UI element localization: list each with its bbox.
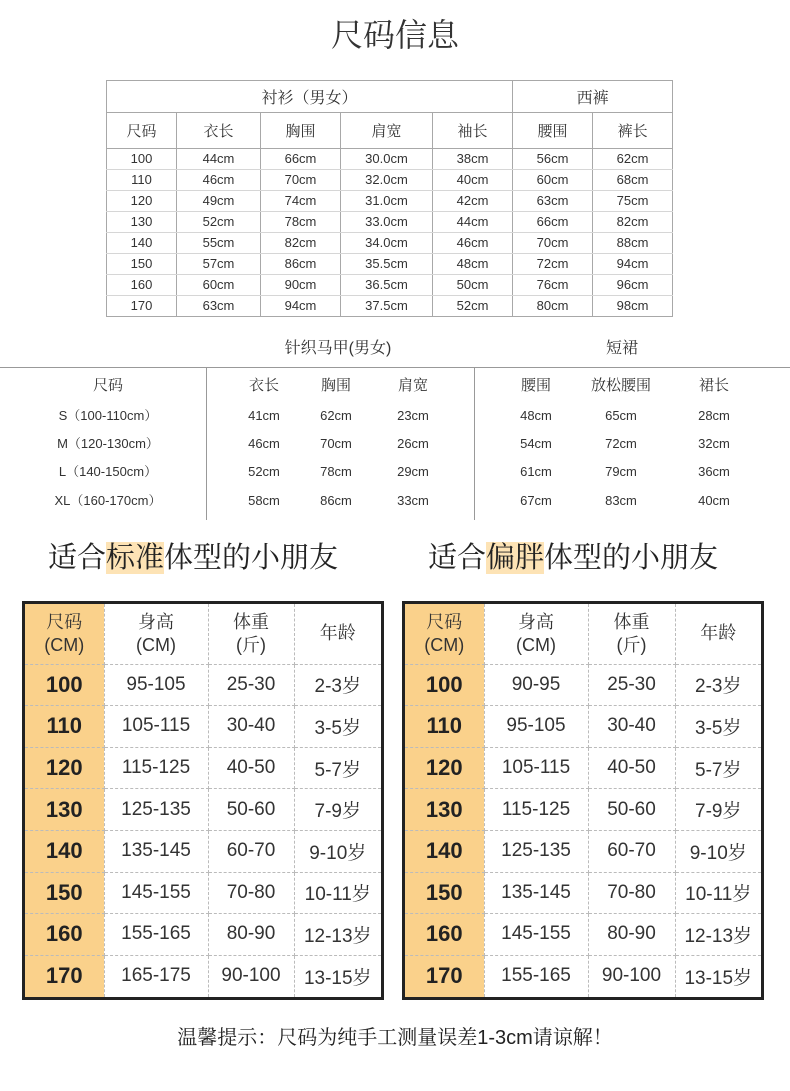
table-cell: 57cm: [177, 254, 261, 275]
table-cell: 72cm: [513, 254, 593, 275]
table-cell: 23cm: [397, 408, 429, 423]
height-cell: 125-135: [484, 830, 588, 872]
group-header-row: [107, 81, 673, 113]
column-header: 衣长: [248, 377, 279, 394]
table-cell: 94cm: [261, 296, 341, 317]
size-cell: 130: [25, 789, 104, 831]
weight-cell: 25-30: [588, 664, 675, 706]
column-header-size: [25, 604, 104, 664]
table-row: [107, 149, 673, 170]
age-cell: 10-11岁: [294, 872, 381, 914]
size-cell: 140: [107, 233, 177, 254]
age-cell: 12-13岁: [294, 914, 381, 956]
weight-cell: 90-100: [208, 955, 294, 997]
header-line: 体重: [613, 611, 650, 632]
age-cell: 10-11岁: [675, 872, 761, 914]
table-row: [0, 489, 790, 513]
table-cell: 46cm: [177, 170, 261, 191]
column-header: 裙长: [698, 377, 729, 394]
age-cell: 9-10岁: [675, 830, 761, 872]
table-cell: 52cm: [248, 464, 280, 479]
table-cell: 78cm: [320, 464, 352, 479]
weight-cell: 80-90: [208, 914, 294, 956]
height-cell: 145-155: [484, 914, 588, 956]
table-cell: 30.0cm: [341, 149, 433, 170]
header-line: (CM): [424, 634, 465, 655]
weight-cell: 70-80: [588, 872, 675, 914]
table-cell: 86cm: [320, 493, 352, 508]
header-line: 年龄: [319, 623, 356, 644]
table-row: [25, 914, 381, 956]
size-cell: L（140-150cm）: [58, 464, 158, 479]
table-cell: 46cm: [248, 436, 280, 451]
table-cell: 52cm: [177, 212, 261, 233]
table-cell: 34.0cm: [341, 233, 433, 254]
group-header-pants: 西裤: [513, 81, 673, 113]
table-cell: 65cm: [605, 408, 637, 423]
column-header: 尺码: [107, 113, 177, 149]
table-cell: 32cm: [698, 436, 730, 451]
header-line: (CM): [516, 634, 556, 655]
table-cell: 70cm: [320, 436, 352, 451]
table-cell: 32.0cm: [341, 170, 433, 191]
table-cell: 96cm: [593, 275, 673, 296]
table-row: [405, 955, 761, 997]
weight-cell: 40-50: [208, 747, 294, 789]
table-row: [0, 432, 790, 456]
height-cell: 135-145: [484, 872, 588, 914]
height-cell: 135-145: [104, 830, 208, 872]
table-cell: 44cm: [433, 212, 513, 233]
weight-cell: 50-60: [208, 789, 294, 831]
size-cell: 110: [25, 706, 104, 748]
column-header: 肩宽: [341, 113, 433, 149]
weight-cell: 60-70: [588, 830, 675, 872]
size-cell: S（100-110cm）: [58, 408, 158, 423]
height-cell: 125-135: [104, 789, 208, 831]
table-cell: 33.0cm: [341, 212, 433, 233]
table-cell: 76cm: [513, 275, 593, 296]
table-row: [25, 664, 381, 706]
heading-text: 体型的小朋友: [164, 542, 339, 574]
size-cell: 160: [405, 914, 484, 956]
table-cell: 36cm: [698, 464, 730, 479]
table-cell: 58cm: [248, 493, 280, 508]
size-cell: 110: [405, 706, 484, 748]
table-row: [405, 789, 761, 831]
table-cell: 55cm: [177, 233, 261, 254]
table-row: [25, 706, 381, 748]
column-header-height: [484, 604, 588, 664]
table-cell: 82cm: [261, 233, 341, 254]
table-cell: 61cm: [520, 464, 552, 479]
table-cell: 66cm: [513, 212, 593, 233]
table-cell: 33cm: [397, 493, 429, 508]
table-row: [0, 404, 790, 428]
table-cell: 82cm: [593, 212, 673, 233]
vest-section-title: 针织马甲(男女): [284, 340, 392, 357]
header-line: 尺码: [426, 611, 463, 632]
height-cell: 155-165: [104, 914, 208, 956]
table-cell: 41cm: [248, 408, 280, 423]
table-cell: 50cm: [433, 275, 513, 296]
column-header: 腰围: [513, 113, 593, 149]
measurement-note: 温馨提示：尺码为纯手工测量误差1-3cm请谅解！: [177, 1027, 613, 1049]
size-cell: 120: [107, 191, 177, 212]
shirt-pants-size-table: [106, 80, 673, 317]
header-line: (斤): [616, 634, 647, 655]
table-cell: 28cm: [698, 408, 730, 423]
height-cell: 90-95: [484, 664, 588, 706]
table-cell: 78cm: [261, 212, 341, 233]
table-cell: 60cm: [177, 275, 261, 296]
table-cell: 56cm: [513, 149, 593, 170]
table-cell: 67cm: [520, 493, 552, 508]
table-row: [107, 170, 673, 191]
heading-text: 适合: [428, 542, 487, 574]
weight-cell: 30-40: [588, 706, 675, 748]
header-line: (CM): [44, 634, 85, 655]
table-cell: 66cm: [261, 149, 341, 170]
header-line: 身高: [138, 611, 174, 632]
table-row: [107, 296, 673, 317]
heading-text: 适合: [48, 542, 107, 574]
table-cell: 31.0cm: [341, 191, 433, 212]
height-cell: 105-115: [484, 747, 588, 789]
column-header-row: [107, 113, 673, 149]
size-cell: XL（160-170cm）: [54, 493, 162, 508]
table-row: [25, 747, 381, 789]
height-cell: 145-155: [104, 872, 208, 914]
height-cell: 165-175: [104, 955, 208, 997]
size-cell: 150: [107, 254, 177, 275]
standard-fit-heading: [48, 537, 338, 579]
table-cell: 42cm: [433, 191, 513, 212]
size-cell: 140: [25, 830, 104, 872]
table-row: [405, 830, 761, 872]
age-cell: 13-15岁: [684, 967, 753, 989]
table-cell: 54cm: [520, 436, 552, 451]
table-row: [405, 872, 761, 914]
size-cell: 100: [25, 664, 104, 706]
table-cell: 37.5cm: [341, 296, 433, 317]
table-cell: 88cm: [593, 233, 673, 254]
table-cell: 26cm: [397, 436, 429, 451]
age-cell: 7-9岁: [675, 789, 761, 831]
page-title: 尺码信息: [330, 17, 459, 53]
table-row: [405, 706, 761, 748]
column-header-size: [405, 604, 484, 664]
weight-cell: 70-80: [208, 872, 294, 914]
size-cell: 140: [405, 830, 484, 872]
age-cell: 9-10岁: [294, 830, 381, 872]
size-cell: 170: [107, 296, 177, 317]
header-line: 体重: [233, 611, 269, 632]
table-cell: 98cm: [593, 296, 673, 317]
table-row: [107, 191, 673, 212]
size-cell: 130: [107, 212, 177, 233]
table-cell: 68cm: [593, 170, 673, 191]
size-cell: 110: [107, 170, 177, 191]
standard-fit-size-table: [22, 601, 384, 1000]
table-row: [107, 254, 673, 275]
column-header-row: [25, 604, 381, 664]
age-cell: 5-7岁: [675, 747, 761, 789]
size-cell: 160: [107, 275, 177, 296]
column-header: 衣长: [177, 113, 261, 149]
size-cell: 150: [405, 872, 484, 914]
size-cell: 150: [25, 872, 104, 914]
header-line: (斤): [236, 634, 266, 655]
heading-text: 体型的小朋友: [544, 542, 719, 574]
table-cell: 52cm: [433, 296, 513, 317]
table-cell: 29cm: [397, 464, 429, 479]
table-cell: 35.5cm: [341, 254, 433, 275]
table-cell: 86cm: [261, 254, 341, 275]
size-cell: 100: [107, 149, 177, 170]
height-cell: 105-115: [104, 706, 208, 748]
heading-highlight: 标准: [106, 542, 165, 574]
skirt-section-title: 短裙: [605, 340, 638, 357]
table-cell: 75cm: [593, 191, 673, 212]
age-cell: 2-3岁: [675, 664, 761, 706]
column-header-age: [675, 604, 761, 664]
group-header-shirt: 衬衫（男女）: [107, 81, 513, 113]
table-cell: 38cm: [433, 149, 513, 170]
table-cell: 60cm: [513, 170, 593, 191]
size-cell: 130: [405, 789, 484, 831]
table-cell: 94cm: [593, 254, 673, 275]
table-cell: 48cm: [520, 408, 552, 423]
column-header: 放松腰围: [590, 377, 651, 394]
column-header-age: [294, 604, 381, 664]
table-row: [107, 212, 673, 233]
table-cell: 48cm: [433, 254, 513, 275]
size-cell: 120: [405, 747, 484, 789]
header-line: (CM): [136, 634, 176, 655]
table-cell: 74cm: [261, 191, 341, 212]
height-cell: 115-125: [104, 747, 208, 789]
divider-line: [0, 367, 790, 368]
heading-highlight: 偏胖: [486, 542, 545, 574]
table-cell: 40cm: [698, 493, 730, 508]
table-cell: 70cm: [513, 233, 593, 254]
column-header: 胸围: [261, 113, 341, 149]
header-line: 年龄: [700, 623, 737, 644]
weight-cell: 90-100: [588, 955, 675, 997]
column-header: 尺码: [92, 377, 123, 394]
age-cell: 2-3岁: [294, 664, 381, 706]
weight-cell: 30-40: [208, 706, 294, 748]
table-row: [25, 872, 381, 914]
age-cell: 3-5岁: [675, 706, 761, 748]
size-cell: 100: [405, 664, 484, 706]
weight-cell: 50-60: [588, 789, 675, 831]
table-row: [107, 233, 673, 254]
column-header: 胸围: [320, 377, 351, 394]
height-cell: 155-165: [484, 955, 588, 997]
table-cell: 40cm: [433, 170, 513, 191]
vest-skirt-header-row: [0, 374, 790, 398]
weight-cell: 80-90: [588, 914, 675, 956]
column-header: 裤长: [593, 113, 673, 149]
table-cell: 83cm: [605, 493, 637, 508]
table-cell: 90cm: [261, 275, 341, 296]
header-line: 尺码: [46, 611, 83, 632]
table-cell: 44cm: [177, 149, 261, 170]
table-row: [25, 955, 381, 997]
size-cell: 120: [25, 747, 104, 789]
column-header-row: [405, 604, 761, 664]
table-cell: 62cm: [593, 149, 673, 170]
column-header: 腰围: [520, 377, 551, 394]
table-row: [25, 830, 381, 872]
table-cell: 79cm: [605, 464, 637, 479]
age-cell: 3-5岁: [294, 706, 381, 748]
size-cell: 170: [25, 955, 104, 997]
table-cell: 46cm: [433, 233, 513, 254]
table-cell: 72cm: [605, 436, 637, 451]
table-cell: 36.5cm: [341, 275, 433, 296]
age-cell: 7-9岁: [294, 789, 381, 831]
weight-cell: 60-70: [208, 830, 294, 872]
chubby-fit-heading: [428, 537, 718, 579]
table-row: [405, 914, 761, 956]
height-cell: 95-105: [484, 706, 588, 748]
table-row: [405, 664, 761, 706]
weight-cell: 25-30: [208, 664, 294, 706]
table-cell: 49cm: [177, 191, 261, 212]
height-cell: 95-105: [104, 664, 208, 706]
header-line: 身高: [518, 611, 554, 632]
table-cell: 62cm: [320, 408, 352, 423]
column-header: 袖长: [433, 113, 513, 149]
age-cell: 12-13岁: [675, 914, 761, 956]
table-cell: 63cm: [177, 296, 261, 317]
table-row: [25, 789, 381, 831]
table-cell: 63cm: [513, 191, 593, 212]
age-cell: 5-7岁: [294, 747, 381, 789]
table-row: [0, 460, 790, 484]
table-row: [405, 747, 761, 789]
table-row: [107, 275, 673, 296]
chubby-fit-size-table: [402, 601, 764, 1000]
column-header: 肩宽: [397, 377, 428, 394]
table-cell: 80cm: [513, 296, 593, 317]
table-cell: 70cm: [261, 170, 341, 191]
size-cell: M（120-130cm）: [57, 436, 159, 451]
column-header-weight: [588, 604, 675, 664]
size-cell: 160: [25, 914, 104, 956]
weight-cell: 40-50: [588, 747, 675, 789]
age-cell: 13-15岁: [303, 967, 372, 989]
height-cell: 115-125: [484, 789, 588, 831]
column-header-height: [104, 604, 208, 664]
column-header-weight: [208, 604, 294, 664]
size-cell: 170: [405, 955, 484, 997]
